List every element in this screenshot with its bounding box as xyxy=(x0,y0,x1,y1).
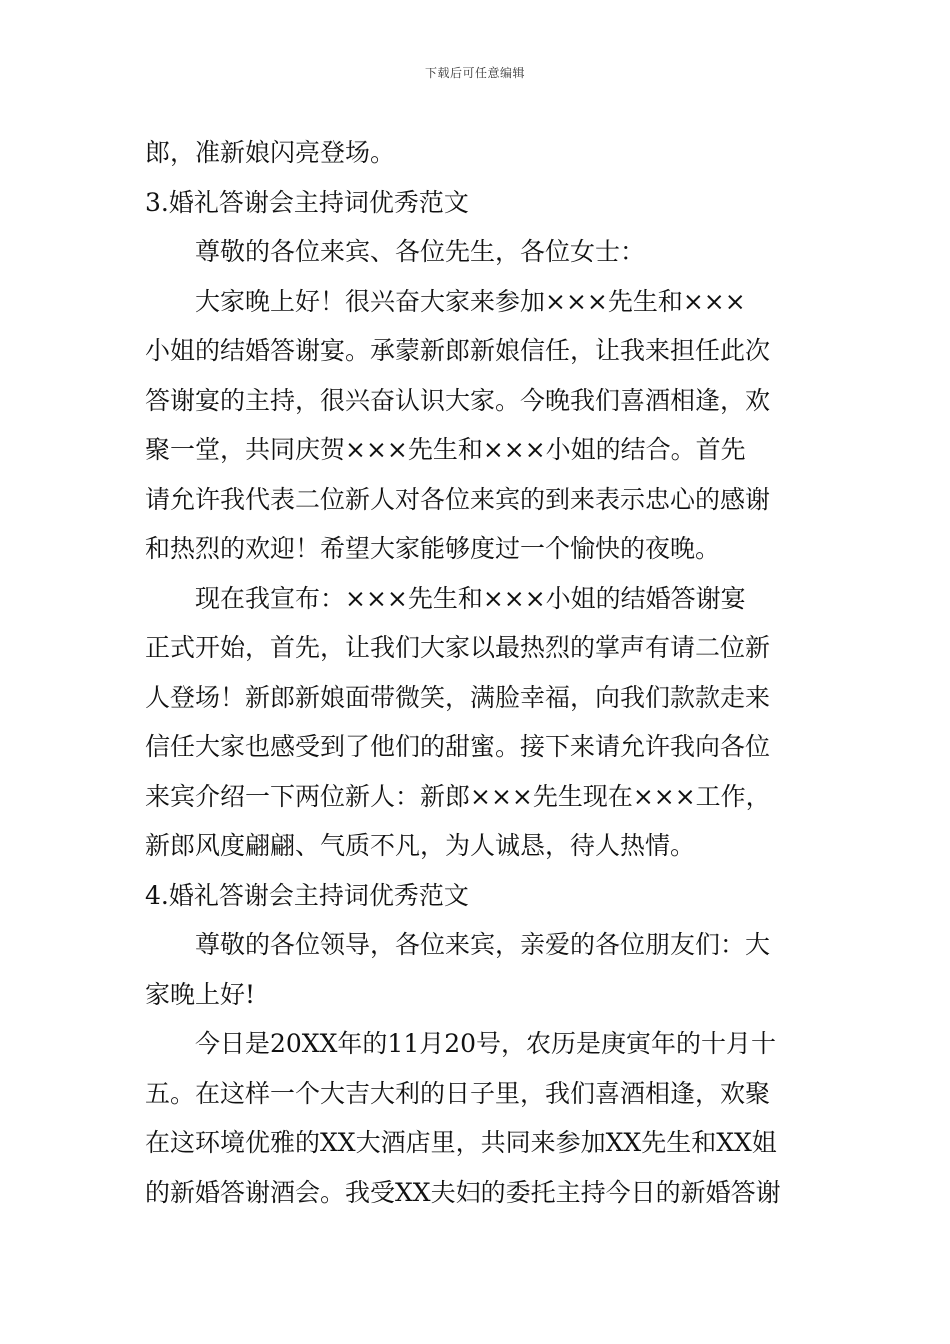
text-line: 今日是20XX年的11月20号，农历是庚寅年的十月十 xyxy=(195,1029,777,1058)
text-line: 的新婚答谢酒会。我受XX夫妇的委托主持今日的新婚答谢 xyxy=(145,1177,781,1207)
text-line: 尊敬的各位领导，各位来宾，亲爱的各位朋友们：大 xyxy=(195,930,771,959)
text-line: 大家晚上好！很兴奋大家来参加×××先生和××× xyxy=(195,286,746,316)
text-line: 人登场！新郎新娘面带微笑，满脸幸福，向我们款款走来 xyxy=(145,682,771,712)
section-heading: 4.婚礼答谢会主持词优秀范文 xyxy=(145,880,469,910)
text-line: 和热烈的欢迎！希望大家能够度过一个愉快的夜晚。 xyxy=(145,534,721,563)
page-header: 下载后可任意编辑 xyxy=(424,66,525,80)
text-line: 聚一堂，共同庆贺×××先生和×××小姐的结合。首先 xyxy=(145,435,746,464)
text-line: 尊敬的各位来宾、各位先生，各位女士： xyxy=(195,237,646,266)
text-line: 家晚上好! xyxy=(145,979,256,1009)
text-line: 答谢宴的主持，很兴奋认识大家。今晚我们喜酒相逢，欢 xyxy=(145,385,771,415)
text-line: 在这环境优雅的XX大酒店里，共同来参加XX先生和XX姐 xyxy=(145,1128,777,1157)
text-line: 正式开始，首先，让我们大家以最热烈的掌声有请二位新 xyxy=(145,633,771,662)
document-body xyxy=(145,128,811,1217)
text-line: 郎，准新娘闪亮登场。 xyxy=(145,138,396,167)
text-line: 来宾介绍一下两位新人：新郎×××先生现在×××工作， xyxy=(145,781,771,811)
section-heading: 3.婚礼答谢会主持词优秀范文 xyxy=(145,187,469,217)
text-line: 小姐的结婚答谢宴。承蒙新郎新娘信任，让我来担任此次 xyxy=(145,336,771,365)
text-line: 请允许我代表二位新人对各位来宾的到来表示忠心的感谢 xyxy=(145,484,771,514)
text-line: 五。在这样一个大吉大利的日子里，我们喜酒相逢，欢聚 xyxy=(145,1078,771,1108)
text-line: 现在我宣布：×××先生和×××小姐的结婚答谢宴 xyxy=(195,583,746,613)
text-line: 新郎风度翩翩、气质不凡，为人诚恳，待人热情。 xyxy=(145,831,696,860)
text-line: 信任大家也感受到了他们的甜蜜。接下来请允许我向各位 xyxy=(145,732,771,761)
